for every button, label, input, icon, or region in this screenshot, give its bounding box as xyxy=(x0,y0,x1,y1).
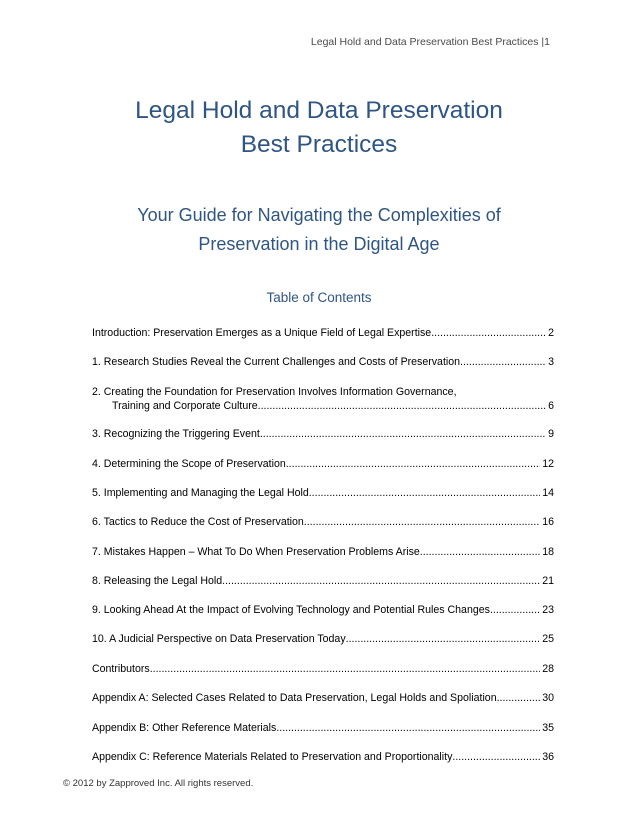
title-line-1: Legal Hold and Data Preservation xyxy=(135,97,503,124)
subtitle-line-1: Your Guide for Navigating the Complexities of xyxy=(137,205,501,225)
toc-entry-text: 8. Releasing the Legal Hold xyxy=(92,575,223,587)
toc-entry-page: 2 xyxy=(548,327,554,339)
title-line-2: Best Practices xyxy=(240,131,398,158)
copyright-footer: © 2012 by Zapproved Inc. All rights reserved. xyxy=(63,778,254,789)
document-title xyxy=(0,94,638,162)
toc-entry-text: 3. Recognizing the Triggering Event xyxy=(92,428,260,440)
toc-entry-text: Appendix C: Reference Materials Related to Preservation and Proportionality xyxy=(92,751,453,763)
toc-entry-text: 2. Creating the Foundation for Preservation Involves Information Governance, xyxy=(92,386,457,398)
toc-entry-page: 21 xyxy=(542,575,554,587)
toc-entry-page: 28 xyxy=(542,663,554,675)
toc-entry-page: 12 xyxy=(542,458,554,470)
toc-entry-text: Contributors xyxy=(92,663,150,675)
subtitle-line-2: Preservation in the Digital Age xyxy=(198,234,440,254)
toc-entry-7[interactable] xyxy=(92,545,554,559)
toc-entry-3[interactable] xyxy=(92,427,554,441)
toc-entry-page: 18 xyxy=(542,546,554,558)
toc-entry-page: 36 xyxy=(542,751,554,763)
toc-entry-contributors[interactable] xyxy=(92,662,554,676)
toc-entry-5[interactable] xyxy=(92,486,554,500)
toc-entry-page: 35 xyxy=(542,722,554,734)
toc-entry-text: 4. Determining the Scope of Preservation xyxy=(92,458,286,470)
toc-entry-appendix-b[interactable] xyxy=(92,721,554,735)
toc-entry-text: Appendix A: Selected Cases Related to Data Preservation, Legal Holds and Spoliation xyxy=(92,692,497,704)
toc-entry-page: 9 xyxy=(548,428,554,440)
toc-entry-text: Appendix B: Other Reference Materials xyxy=(92,722,277,734)
toc-entry-page: 6 xyxy=(548,400,554,412)
toc-entry-6[interactable] xyxy=(92,515,554,529)
toc-entry-8[interactable] xyxy=(92,574,554,588)
document-subtitle xyxy=(0,201,638,259)
toc-entry-page: 14 xyxy=(542,487,554,499)
toc-entry-9[interactable] xyxy=(92,603,554,617)
running-header: Legal Hold and Data Preservation Best Practices |1 xyxy=(310,36,550,48)
toc-entry-text: Introduction: Preservation Emerges as a Unique Field of Legal Expertise xyxy=(92,327,432,339)
toc-entry-4[interactable] xyxy=(92,457,554,471)
toc-entry-text: 10. A Judicial Perspective on Data Preservation Today xyxy=(92,633,346,645)
toc-entry-text: 5. Implementing and Managing the Legal Hold xyxy=(92,487,309,499)
toc-entry-text: 9. Looking Ahead At the Impact of Evolving Technology and Potential Rules Changes xyxy=(92,604,490,616)
toc-entry-text-continued: Training and Corporate Culture xyxy=(112,400,258,412)
toc-entry-page: 30 xyxy=(542,692,554,704)
toc-entry-appendix-a[interactable] xyxy=(92,691,554,705)
toc-entry-text: 7. Mistakes Happen – What To Do When Preservation Problems Arise xyxy=(92,546,420,558)
toc-entry-page: 3 xyxy=(548,356,554,368)
toc-entry-page: 23 xyxy=(542,604,554,616)
toc-entry-introduction[interactable] xyxy=(92,326,554,340)
toc-entry-page: 25 xyxy=(542,633,554,645)
toc-entry-page: 16 xyxy=(542,516,554,528)
toc-entry-text: 1. Research Studies Reveal the Current Challenges and Costs of Preservation xyxy=(92,356,461,368)
toc-entry-2[interactable] xyxy=(92,385,554,413)
toc-entry-appendix-c[interactable] xyxy=(92,750,554,764)
toc-entry-10[interactable] xyxy=(92,632,554,646)
toc-entry-1[interactable] xyxy=(92,355,554,369)
toc-heading: Table of Contents xyxy=(266,290,372,305)
toc-entry-text: 6. Tactics to Reduce the Cost of Preservation xyxy=(92,516,304,528)
